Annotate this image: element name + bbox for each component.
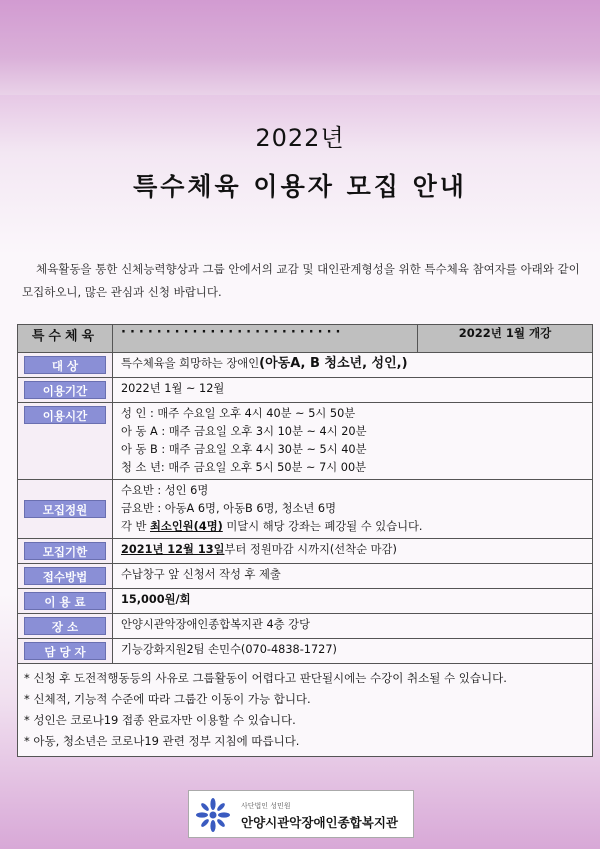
title-block bbox=[0, 118, 600, 203]
time-line-child-a: 아 동 A : 매주 금요일 오후 3시 10분 ~ 4시 20분 bbox=[121, 425, 367, 438]
header-dots: ························· bbox=[113, 325, 418, 353]
manager-value: 기능강화지원2팀 손민수(070-4838-1727) bbox=[113, 639, 593, 664]
place-label: 장 소 bbox=[24, 617, 106, 635]
title-year: 2022년 bbox=[255, 124, 345, 152]
org-logo-icon bbox=[195, 797, 231, 833]
manager-label: 담 당 자 bbox=[24, 642, 106, 660]
fee-label: 이 용 료 bbox=[24, 592, 106, 610]
intro-paragraph: 체육활동을 통한 신체능력향상과 그룹 안에서의 교감 및 대인관계형성을 위한 특수체육 참여자를 아래와 같이 모집하오니, 많은 관심과 신청 바랍니다. bbox=[22, 262, 580, 299]
note-item: * 신체적, 기능적 수준에 따라 그룹간 이동이 가능 합니다. bbox=[24, 692, 311, 706]
capacity-value bbox=[113, 480, 593, 539]
header-label: 특수체육 bbox=[18, 325, 113, 353]
top-banner-band bbox=[0, 0, 600, 95]
place-value: 안양시관악장애인종합복지관 4층 강당 bbox=[113, 614, 593, 639]
time-line-youth: 청 소 년: 매주 금요일 오후 5시 50분 ~ 7시 00분 bbox=[121, 461, 367, 474]
capacity-line-3-suffix: 미달시 해당 강좌는 폐강될 수 있습니다. bbox=[222, 520, 423, 533]
capacity-line-3 bbox=[121, 518, 584, 536]
notes-cell bbox=[18, 664, 593, 757]
target-value-bold: (아동A, B 청소년, 성인,) bbox=[259, 356, 408, 371]
period-value: 2022년 1월 ~ 12월 bbox=[113, 378, 593, 403]
deadline-date: 2021년 12월 13일 bbox=[121, 543, 225, 556]
target-label: 대 상 bbox=[24, 356, 106, 374]
header-open-date: 2022년 1월 개강 bbox=[418, 325, 593, 353]
capacity-line-1: 수요반 : 성인 6명 bbox=[121, 484, 209, 497]
deadline-value bbox=[113, 539, 593, 564]
table-header-row bbox=[18, 325, 593, 353]
note-item: * 신청 후 도전적행동등의 사유로 그룹활동이 어렵다고 판단될시에는 수강이 취소될 수 있습니다. bbox=[24, 671, 507, 685]
note-item: * 성인은 코로나19 접종 완료자만 이용할 수 있습니다. bbox=[24, 713, 296, 727]
table-row-target bbox=[18, 353, 593, 378]
method-label: 접수방법 bbox=[24, 567, 106, 585]
org-parent-name: 사단법인 성민원 bbox=[241, 802, 291, 810]
period-label: 이용기간 bbox=[24, 381, 106, 399]
capacity-minimum: 최소인원(4명) bbox=[150, 520, 223, 533]
time-line-child-b: 아 동 B : 매주 금요일 오후 4시 30분 ~ 5시 40분 bbox=[121, 443, 367, 456]
table-row-notes bbox=[18, 664, 593, 757]
table-row-deadline bbox=[18, 539, 593, 564]
table-row-fee bbox=[18, 589, 593, 614]
table-row-method bbox=[18, 564, 593, 589]
fee-value: 15,000원/회 bbox=[113, 589, 593, 614]
capacity-line-2: 금요반 : 아동A 6명, 아동B 6명, 청소년 6명 bbox=[121, 502, 337, 515]
target-value-prefix: 특수체육을 희망하는 장애인 bbox=[121, 357, 260, 370]
footer-logo-box bbox=[188, 790, 414, 838]
note-item: * 아동, 청소년은 코로나19 관련 정부 지침에 따릅니다. bbox=[24, 734, 300, 748]
table-row-capacity bbox=[18, 480, 593, 539]
deadline-suffix: 부터 정원마감 시까지(선착순 마감) bbox=[224, 543, 397, 556]
table-row-place bbox=[18, 614, 593, 639]
title-headline: 특수체육 이용자 모집 안내 bbox=[133, 172, 467, 201]
time-line-adult: 성 인 : 매주 수요일 오후 4시 40분 ~ 5시 50분 bbox=[121, 407, 356, 420]
capacity-line-3-prefix: 각 반 bbox=[121, 520, 151, 533]
org-name: 안양시관악장애인종합복지관 bbox=[241, 815, 398, 830]
deadline-label: 모집기한 bbox=[24, 542, 106, 560]
target-value bbox=[113, 353, 593, 378]
capacity-label: 모집정원 bbox=[24, 500, 106, 518]
method-value: 수납창구 앞 신청서 작성 후 제출 bbox=[113, 564, 593, 589]
table-row-time bbox=[18, 403, 593, 480]
table-row-manager bbox=[18, 639, 593, 664]
info-table bbox=[17, 324, 593, 757]
time-label: 이용시간 bbox=[24, 406, 106, 424]
time-value bbox=[113, 403, 593, 480]
table-row-period bbox=[18, 378, 593, 403]
